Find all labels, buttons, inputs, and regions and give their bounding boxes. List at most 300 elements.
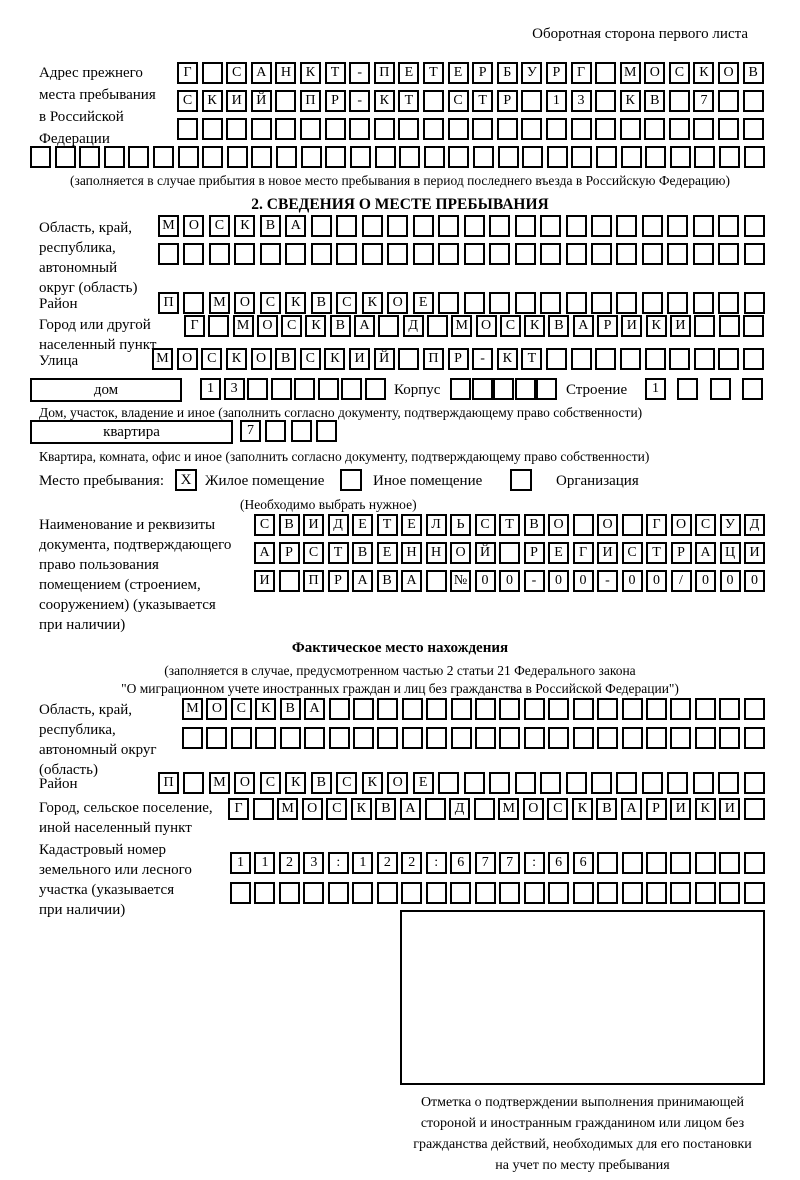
char-cell[interactable]: Е [377,542,398,564]
char-cell[interactable] [275,118,296,140]
char-cell[interactable] [744,882,765,904]
char-cell[interactable]: Г [646,514,667,536]
char-cell[interactable]: О [644,62,665,84]
char-cell[interactable] [718,215,739,237]
char-cell[interactable] [515,215,536,237]
char-cell[interactable] [667,215,688,237]
char-cell[interactable]: 0 [573,570,594,592]
char-cell[interactable]: Р [472,62,493,84]
char-cell[interactable]: К [226,348,247,370]
char-cell[interactable]: В [377,570,398,592]
char-cell[interactable]: О [597,514,618,536]
char-cell[interactable]: Т [521,348,542,370]
char-cell[interactable] [489,292,510,314]
char-cell[interactable] [398,118,419,140]
char-cell[interactable]: 0 [548,570,569,592]
char-cell[interactable] [597,727,618,749]
char-cell[interactable]: М [498,798,519,820]
char-cell[interactable] [426,698,447,720]
char-cell[interactable]: М [620,62,641,84]
char-cell[interactable] [202,146,223,168]
char-cell[interactable]: К [234,215,255,237]
char-cell[interactable] [616,215,637,237]
char-cell[interactable]: С [209,215,230,237]
char-cell[interactable] [719,146,740,168]
char-cell[interactable] [719,852,740,874]
char-cell[interactable]: В [596,798,617,820]
char-cell[interactable] [353,727,374,749]
char-cell[interactable] [311,215,332,237]
char-cell[interactable] [350,146,371,168]
char-cell[interactable] [573,727,594,749]
char-cell[interactable]: 0 [475,570,496,592]
char-cell[interactable]: К [300,62,321,84]
char-cell[interactable]: Е [352,514,373,536]
char-cell[interactable] [540,243,561,265]
char-cell[interactable] [642,772,663,794]
char-cell[interactable]: О [476,315,497,337]
char-cell[interactable] [178,146,199,168]
char-cell[interactable] [595,118,616,140]
char-cell[interactable] [718,772,739,794]
char-cell[interactable]: С [695,514,716,536]
char-cell[interactable] [362,243,383,265]
char-cell[interactable] [742,378,763,400]
char-cell[interactable]: Й [475,542,496,564]
char-cell[interactable]: М [451,315,472,337]
char-cell[interactable] [622,882,643,904]
char-cell[interactable] [595,348,616,370]
char-cell[interactable] [336,243,357,265]
char-cell[interactable]: В [548,315,569,337]
char-cell[interactable]: С [177,90,198,112]
char-cell[interactable]: - [524,570,545,592]
char-cell[interactable]: К [572,798,593,820]
char-cell[interactable]: В [311,772,332,794]
char-cell[interactable] [426,570,447,592]
char-cell[interactable]: С [336,292,357,314]
char-cell[interactable] [693,292,714,314]
char-cell[interactable]: Р [448,348,469,370]
char-cell[interactable]: В [280,698,301,720]
char-cell[interactable] [591,292,612,314]
char-cell[interactable] [573,514,594,536]
char-cell[interactable] [744,798,765,820]
char-cell[interactable]: Й [251,90,272,112]
char-cell[interactable] [540,772,561,794]
char-cell[interactable] [597,698,618,720]
char-cell[interactable] [311,243,332,265]
char-cell[interactable] [540,215,561,237]
char-cell[interactable] [566,243,587,265]
char-cell[interactable]: П [158,292,179,314]
char-cell[interactable] [694,315,715,337]
char-cell[interactable] [427,315,448,337]
char-cell[interactable]: А [285,215,306,237]
char-cell[interactable]: Ц [720,542,741,564]
char-cell[interactable] [438,772,459,794]
char-cell[interactable]: Р [279,542,300,564]
char-cell[interactable]: 3 [303,852,324,874]
char-cell[interactable] [498,146,519,168]
char-cell[interactable]: Г [573,542,594,564]
char-cell[interactable]: О [251,348,272,370]
char-cell[interactable]: В [375,798,396,820]
char-cell[interactable]: Е [413,292,434,314]
char-cell[interactable]: 0 [622,570,643,592]
char-cell[interactable] [591,243,612,265]
char-cell[interactable] [524,727,545,749]
char-cell[interactable] [328,882,349,904]
char-cell[interactable]: С [336,772,357,794]
char-cell[interactable]: К [362,292,383,314]
char-cell[interactable]: О [548,514,569,536]
char-cell[interactable] [670,146,691,168]
char-cell[interactable] [591,772,612,794]
char-cell[interactable]: К [285,292,306,314]
char-cell[interactable]: М [158,215,179,237]
char-cell[interactable]: Р [325,90,346,112]
char-cell[interactable] [472,118,493,140]
char-cell[interactable]: О [523,798,544,820]
char-cell[interactable]: - [349,90,370,112]
char-cell[interactable]: Й [374,348,395,370]
char-cell[interactable] [158,243,179,265]
char-cell[interactable] [566,215,587,237]
char-cell[interactable] [230,882,251,904]
char-cell[interactable]: П [158,772,179,794]
char-cell[interactable] [424,146,445,168]
char-cell[interactable]: Е [401,514,422,536]
char-cell[interactable] [644,118,665,140]
char-cell[interactable]: В [275,348,296,370]
char-cell[interactable]: Н [275,62,296,84]
char-cell[interactable]: С [201,348,222,370]
char-cell[interactable] [387,215,408,237]
char-cell[interactable]: 0 [744,570,765,592]
char-cell[interactable] [595,62,616,84]
char-cell[interactable]: К [620,90,641,112]
char-cell[interactable] [620,118,641,140]
char-cell[interactable] [646,882,667,904]
char-cell[interactable]: У [720,514,741,536]
char-cell[interactable] [670,727,691,749]
char-cell[interactable] [744,727,765,749]
char-cell[interactable] [318,378,339,400]
char-cell[interactable] [399,146,420,168]
char-cell[interactable] [413,243,434,265]
char-cell[interactable]: Е [448,62,469,84]
char-cell[interactable] [255,727,276,749]
char-cell[interactable] [280,727,301,749]
char-cell[interactable]: Т [423,62,444,84]
char-cell[interactable]: И [349,348,370,370]
char-cell[interactable]: С [622,542,643,564]
char-cell[interactable] [425,798,446,820]
char-cell[interactable] [642,292,663,314]
char-cell[interactable] [247,378,268,400]
char-cell[interactable] [300,118,321,140]
char-cell[interactable]: А [352,570,373,592]
char-cell[interactable] [182,727,203,749]
char-cell[interactable] [377,698,398,720]
char-cell[interactable]: А [621,798,642,820]
char-cell[interactable] [464,772,485,794]
char-cell[interactable]: А [401,570,422,592]
char-cell[interactable] [438,215,459,237]
char-cell[interactable]: Т [328,542,349,564]
char-cell[interactable] [464,215,485,237]
char-cell[interactable] [362,215,383,237]
char-cell[interactable] [365,378,386,400]
char-cell[interactable] [398,348,419,370]
char-cell[interactable]: П [303,570,324,592]
char-cell[interactable] [475,882,496,904]
char-cell[interactable]: 6 [450,852,471,874]
char-cell[interactable]: Г [177,62,198,84]
char-cell[interactable]: Т [377,514,398,536]
char-cell[interactable] [208,315,229,337]
char-cell[interactable] [693,215,714,237]
char-cell[interactable]: 6 [548,852,569,874]
char-cell[interactable]: В [524,514,545,536]
char-cell[interactable] [719,315,740,337]
char-cell[interactable]: 7 [693,90,714,112]
char-cell[interactable]: 0 [720,570,741,592]
char-cell[interactable]: К [305,315,326,337]
char-cell[interactable] [622,852,643,874]
char-cell[interactable] [515,378,536,400]
char-cell[interactable]: К [351,798,372,820]
char-cell[interactable] [546,348,567,370]
char-cell[interactable] [524,882,545,904]
char-cell[interactable] [475,727,496,749]
char-cell[interactable] [645,348,666,370]
char-cell[interactable] [497,118,518,140]
char-cell[interactable]: О [450,542,471,564]
char-cell[interactable] [548,698,569,720]
char-cell[interactable] [377,882,398,904]
char-cell[interactable]: К [255,698,276,720]
char-cell[interactable] [301,146,322,168]
char-cell[interactable] [489,772,510,794]
char-cell[interactable]: 0 [695,570,716,592]
char-cell[interactable]: 2 [377,852,398,874]
char-cell[interactable] [667,292,688,314]
char-cell[interactable]: В [311,292,332,314]
char-cell[interactable] [451,698,472,720]
char-cell[interactable]: Р [671,542,692,564]
char-cell[interactable]: К [374,90,395,112]
char-cell[interactable]: 1 [230,852,251,874]
char-cell[interactable]: 1 [200,378,221,400]
char-cell[interactable] [413,215,434,237]
char-cell[interactable] [426,727,447,749]
char-cell[interactable]: К [646,315,667,337]
char-cell[interactable]: К [202,90,223,112]
char-cell[interactable] [387,243,408,265]
char-cell[interactable]: О [234,292,255,314]
char-cell[interactable]: С [300,348,321,370]
char-cell[interactable]: М [209,292,230,314]
char-cell[interactable] [375,146,396,168]
char-cell[interactable]: Т [499,514,520,536]
char-cell[interactable]: С [260,292,281,314]
char-cell[interactable]: С [448,90,469,112]
char-cell[interactable]: О [387,292,408,314]
char-cell[interactable] [493,378,514,400]
char-cell[interactable] [202,62,223,84]
char-cell[interactable] [620,348,641,370]
char-cell[interactable]: С [231,698,252,720]
char-cell[interactable] [377,727,398,749]
char-cell[interactable]: И [621,315,642,337]
char-cell[interactable]: Г [571,62,592,84]
char-cell[interactable] [744,243,765,265]
char-cell[interactable]: Е [413,772,434,794]
char-cell[interactable] [622,698,643,720]
char-cell[interactable]: М [233,315,254,337]
char-cell[interactable]: Г [184,315,205,337]
char-cell[interactable] [536,378,557,400]
char-cell[interactable] [693,243,714,265]
char-cell[interactable] [206,727,227,749]
char-cell[interactable] [591,215,612,237]
char-cell[interactable] [438,243,459,265]
stay-type-checkbox-residential[interactable]: X [175,469,197,491]
char-cell[interactable]: Р [546,62,567,84]
char-cell[interactable] [265,420,286,442]
char-cell[interactable] [291,420,312,442]
char-cell[interactable]: О [234,772,255,794]
char-cell[interactable] [402,727,423,749]
char-cell[interactable]: Е [398,62,419,84]
char-cell[interactable] [694,146,715,168]
char-cell[interactable] [260,243,281,265]
char-cell[interactable] [693,118,714,140]
char-cell[interactable] [744,772,765,794]
char-cell[interactable] [548,882,569,904]
char-cell[interactable] [718,348,739,370]
char-cell[interactable] [374,118,395,140]
char-cell[interactable]: О [257,315,278,337]
char-cell[interactable] [489,243,510,265]
char-cell[interactable]: А [354,315,375,337]
char-cell[interactable] [450,378,471,400]
char-cell[interactable] [499,698,520,720]
char-cell[interactable] [670,698,691,720]
char-cell[interactable] [294,378,315,400]
char-cell[interactable] [669,348,690,370]
char-cell[interactable]: О [183,215,204,237]
char-cell[interactable] [670,852,691,874]
char-cell[interactable]: К [285,772,306,794]
char-cell[interactable]: И [670,798,691,820]
char-cell[interactable] [646,852,667,874]
char-cell[interactable]: Т [398,90,419,112]
char-cell[interactable] [571,118,592,140]
char-cell[interactable]: 1 [254,852,275,874]
char-cell[interactable]: А [304,698,325,720]
char-cell[interactable]: 7 [475,852,496,874]
char-cell[interactable] [448,118,469,140]
char-cell[interactable]: О [177,348,198,370]
char-cell[interactable] [573,882,594,904]
char-cell[interactable] [718,292,739,314]
char-cell[interactable] [566,772,587,794]
char-cell[interactable] [669,90,690,112]
char-cell[interactable]: 2 [401,852,422,874]
char-cell[interactable] [30,146,51,168]
char-cell[interactable]: Б [497,62,518,84]
char-cell[interactable] [743,118,764,140]
char-cell[interactable]: К [497,348,518,370]
char-cell[interactable]: 1 [352,852,373,874]
char-cell[interactable] [743,90,764,112]
char-cell[interactable] [695,698,716,720]
char-cell[interactable]: Г [228,798,249,820]
char-cell[interactable] [743,315,764,337]
char-cell[interactable] [128,146,149,168]
char-cell[interactable] [744,698,765,720]
char-cell[interactable] [254,882,275,904]
char-cell[interactable] [695,727,716,749]
char-cell[interactable] [546,118,567,140]
char-cell[interactable] [423,90,444,112]
char-cell[interactable] [693,772,714,794]
char-cell[interactable] [642,243,663,265]
char-cell[interactable]: А [254,542,275,564]
char-cell[interactable] [548,727,569,749]
char-cell[interactable] [670,882,691,904]
char-cell[interactable]: В [330,315,351,337]
char-cell[interactable] [401,882,422,904]
char-cell[interactable]: И [254,570,275,592]
char-cell[interactable] [55,146,76,168]
char-cell[interactable]: Д [744,514,765,536]
char-cell[interactable]: Л [426,514,447,536]
char-cell[interactable] [472,378,493,400]
char-cell[interactable]: С [326,798,347,820]
char-cell[interactable] [669,118,690,140]
char-cell[interactable]: В [743,62,764,84]
char-cell[interactable] [279,882,300,904]
char-cell[interactable]: С [475,514,496,536]
char-cell[interactable] [451,727,472,749]
char-cell[interactable]: 3 [224,378,245,400]
char-cell[interactable]: У [521,62,542,84]
char-cell[interactable]: Р [646,798,667,820]
char-cell[interactable]: 1 [546,90,567,112]
char-cell[interactable] [251,146,272,168]
char-cell[interactable]: 2 [279,852,300,874]
char-cell[interactable] [303,882,324,904]
char-cell[interactable] [718,118,739,140]
char-cell[interactable]: О [206,698,227,720]
char-cell[interactable] [325,146,346,168]
char-cell[interactable] [251,118,272,140]
char-cell[interactable]: 6 [573,852,594,874]
char-cell[interactable] [677,378,698,400]
char-cell[interactable] [271,378,292,400]
char-cell[interactable] [426,882,447,904]
char-cell[interactable]: В [260,215,281,237]
char-cell[interactable] [275,90,296,112]
char-cell[interactable]: 0 [646,570,667,592]
char-cell[interactable] [464,243,485,265]
char-cell[interactable]: : [524,852,545,874]
char-cell[interactable] [719,727,740,749]
